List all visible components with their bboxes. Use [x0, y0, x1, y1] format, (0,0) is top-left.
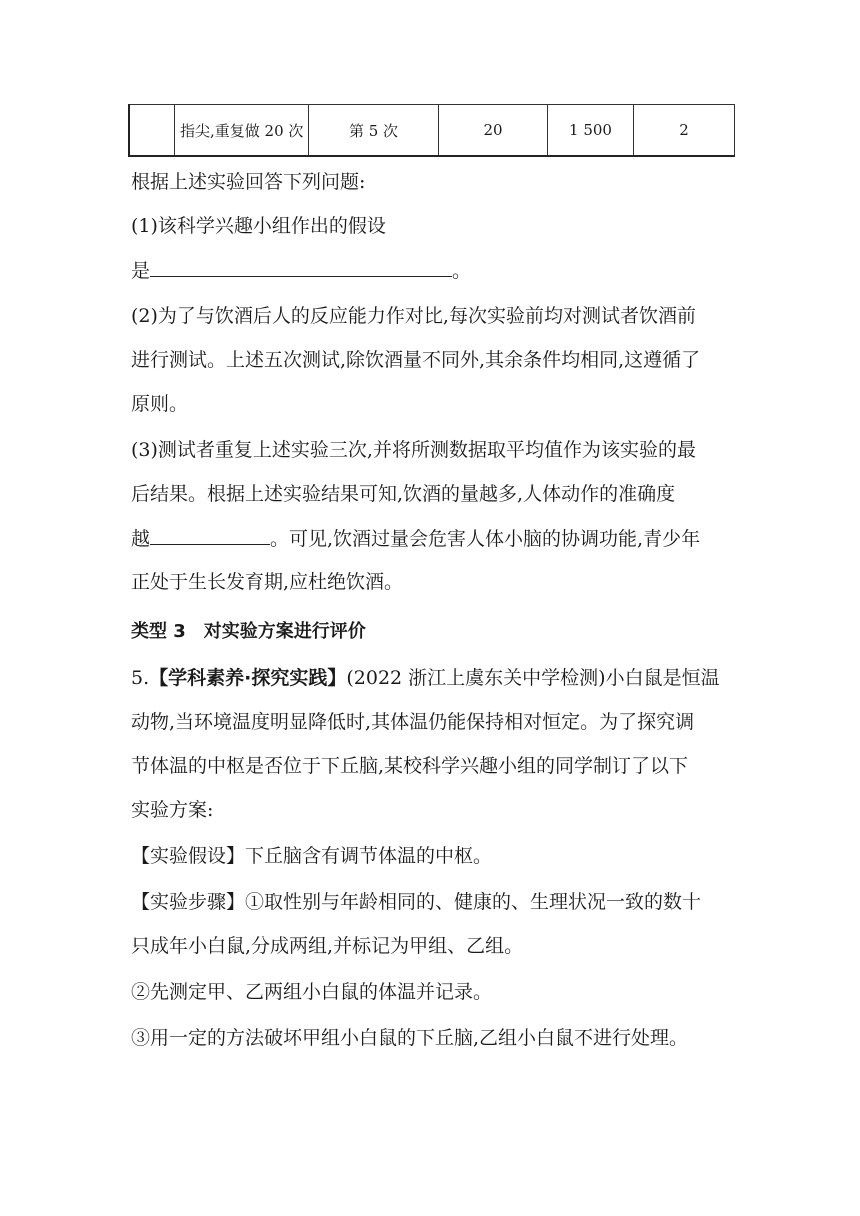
table-row — [129, 105, 735, 157]
step-3-text: ③用一定的方法破坏甲组小白鼠的下丘脑,乙组小白鼠不进行处理。 — [131, 1027, 689, 1049]
question-2-line-2: 进行测试。上述五次测试,除饮酒量不同外,其余条件均相同,这遵循了 — [131, 349, 701, 371]
question-2-line-1: (2)为了与饮酒后人的反应能力作对比,每次实验前均对测试者饮酒前 — [131, 305, 696, 327]
q1-prefix: 是 — [131, 260, 151, 282]
question-3-line-2: 后结果。根据上述实验结果可知,饮酒的量越多,人体动作的准确度 — [131, 483, 676, 505]
q5-number: 5. — [131, 667, 150, 689]
question-1-line-1: (1)该科学兴趣小组作出的假设 — [131, 215, 386, 237]
answer-blank-1[interactable] — [150, 256, 452, 277]
question-5-line-4: 实验方案: — [131, 799, 214, 821]
table-cell-value-a: 20 — [439, 105, 548, 157]
data-table — [128, 104, 735, 157]
q5-source: (2022 浙江上虞东关中学检测)小白鼠是恒温 — [346, 667, 720, 689]
question-3-line-4: 正处于生长发育期,应杜绝饮酒。 — [131, 571, 404, 593]
question-5-line-2: 动物,当环境温度明显降低时,其体温仍能保持相对恒定。为了探究调 — [131, 711, 695, 733]
question-3-line-3 — [131, 524, 700, 553]
table-cell-method: 指尖,重复做 20 次 — [175, 105, 309, 157]
q1-suffix: 。 — [452, 260, 472, 282]
answer-blank-3[interactable] — [150, 524, 270, 545]
table-cell-value-c: 2 — [634, 105, 735, 157]
question-5-line-3: 节体温的中枢是否位于下丘脑,某校科学兴趣小组的同学制订了以下 — [131, 755, 689, 777]
question-1-line-2 — [131, 256, 471, 285]
question-2-line-3: 原则。 — [131, 393, 189, 415]
section-title: 类型 3 对实验方案进行评价 — [131, 621, 366, 642]
table-cell-value-b: 1 500 — [548, 105, 634, 157]
table-cell-trial: 第 5 次 — [309, 105, 439, 157]
question-3-line-1: (3)测试者重复上述实验三次,并将所测数据取平均值作为该实验的最 — [131, 439, 696, 461]
q5-tag: 【学科素养·探究实践】 — [149, 667, 347, 689]
steps-line-2: 只成年小白鼠,分成两组,并标记为甲组、乙组。 — [131, 935, 524, 957]
q3-prefix: 越 — [131, 528, 151, 550]
intro-text: 根据上述实验回答下列问题: — [131, 171, 366, 193]
step-2-text: ②先测定甲、乙两组小白鼠的体温并记录。 — [131, 981, 493, 1003]
question-5-line-1 — [131, 664, 720, 692]
q3-suffix: 。可见,饮酒过量会危害人体小脑的协调功能,青少年 — [270, 528, 701, 550]
hypothesis-text: 【实验假设】下丘脑含有调节体温的中枢。 — [131, 845, 493, 867]
steps-line-1: 【实验步骤】①取性别与年龄相同的、健康的、生理状况一致的数十 — [131, 891, 702, 913]
table-cell-blank — [129, 105, 175, 157]
